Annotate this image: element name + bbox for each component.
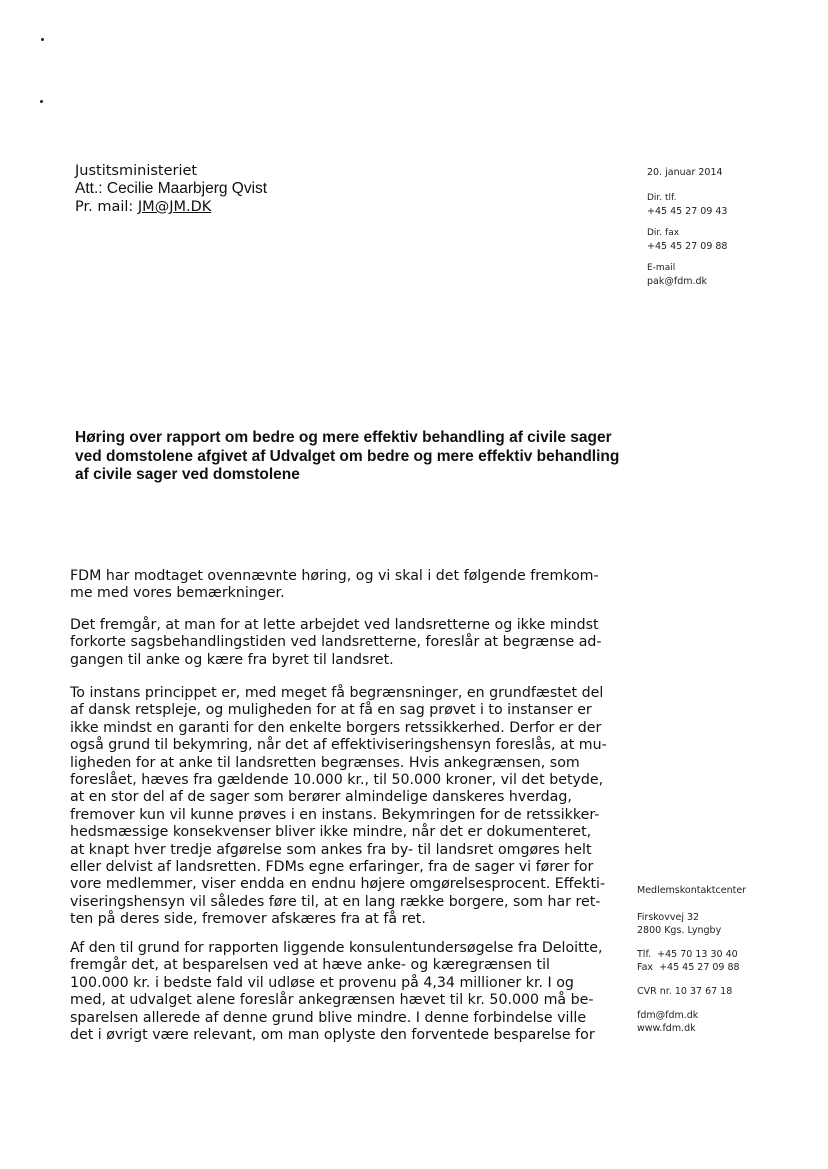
body-line: hedsmæssige konsekvenser bliver ikke mindre, når det er dokumenteret, xyxy=(70,824,592,841)
direct-fax-label: Dir. fax xyxy=(647,228,680,238)
body-line: sparelsen allerede af denne grund blive mindre. I denne forbindelse ville xyxy=(70,1009,587,1026)
footer-fax-row xyxy=(637,961,746,974)
footer-address-street: Firskovvej 32 xyxy=(637,912,700,923)
paragraph-1 xyxy=(70,568,600,603)
footer-phone-label: Tlf. xyxy=(637,949,652,960)
body-line: det i øvrigt være relevant, om man oplyste den forventede besparelse for xyxy=(70,1027,595,1044)
recipient-block xyxy=(75,162,267,216)
footer-website[interactable]: www.fdm.dk xyxy=(637,1023,696,1034)
direct-fax: +45 45 27 09 88 xyxy=(647,241,728,252)
footer-phone-row xyxy=(637,948,746,961)
body-line: fremgår det, at besparelsen ved at hæve anke- og kæregrænsen til xyxy=(70,957,550,974)
footer-fax-label: Fax xyxy=(637,962,654,973)
recipient-org: Justitsministeriet xyxy=(75,163,198,179)
footer-phone: +45 70 13 30 40 xyxy=(657,949,738,960)
footer-fax: +45 45 27 09 88 xyxy=(659,962,740,973)
body-line: To instans princippet er, med meget få begrænsninger, en grundfæstet del xyxy=(70,685,604,701)
body-line: 100.000 kr. i bedste fald vil udløse et provenu på 4,34 millioner kr. I og xyxy=(70,974,574,991)
body-line: med, at udvalget alene foreslår ankegrænsen hævet til kr. 50.000 må be- xyxy=(70,992,594,1009)
body-line: forkorte sagsbehandlingstiden ved landsretterne, foreslår at begrænse ad- xyxy=(70,634,602,651)
body-line: at knapt hver tredje afgørelse som ankes fra by- til landsret omgøres helt xyxy=(70,841,592,858)
body-line: ligheden for at anke til landsretten begrænses. Hvis ankegrænsen, som xyxy=(70,754,580,771)
body-line: at en stor del af de sager som berører almindelige danskeres hverdag, xyxy=(70,789,572,806)
body-line: vore medlemmer, viser endda en endnu højere omgørelsesprocent. Effekti- xyxy=(70,876,606,893)
sender-info xyxy=(647,166,727,288)
direct-phone: +45 45 27 09 43 xyxy=(647,206,728,217)
body-line: Af den til grund for rapporten liggende konsulentundersøgelse fra Deloitte, xyxy=(70,940,603,956)
sender-email[interactable]: pak@fdm.dk xyxy=(647,276,708,287)
recipient-mail-row xyxy=(75,198,267,216)
recipient-mail-link[interactable]: JM@JM.DK xyxy=(137,199,212,215)
body-line: eller delvist af landsretten. FDMs egne erfaringer, fra de sager vi fører for xyxy=(70,859,594,876)
paragraph-2 xyxy=(70,617,600,669)
punch-mark-bottom xyxy=(40,100,43,103)
footer-address-city: 2800 Kgs. Lyngby xyxy=(637,925,722,936)
contact-footer xyxy=(637,884,746,1035)
body-line: Det fremgår, at man for at lette arbejdet ved landsretterne og ikke mindst xyxy=(70,617,599,633)
paragraph-3 xyxy=(70,685,607,929)
letter-heading: Høring over rapport om bedre og mere effektiv behandling af civile sager ved domstolene afgivet af Udvalget om bedre og mere effektiv behandling af civile sager ved domstolene xyxy=(75,429,620,483)
footer-cvr-row xyxy=(637,985,746,998)
body-line: me med vores bemærkninger. xyxy=(70,585,285,602)
body-line: ten på deres side, fremover afskæres fra at få ret. xyxy=(70,911,426,928)
footer-title: Medlemskontaktcenter xyxy=(637,885,747,896)
body-line: FDM har modtaget ovennævnte høring, og vi skal i det følgende fremkom- xyxy=(70,568,599,584)
body-line: foreslået, hæves fra gældende 10.000 kr., til 50.000 kroner, vil det betyde, xyxy=(70,772,604,789)
letter-date: 20. januar 2014 xyxy=(647,167,723,178)
body-line: ikke mindst en garanti for den enkelte borgers retssikkerhed. Derfor er der xyxy=(70,719,602,736)
body-line: af dansk retspleje, og muligheden for at få en sag prøvet i to instanser er xyxy=(70,702,592,719)
direct-phone-label: Dir. tlf. xyxy=(647,193,677,203)
body-line: gangen til anke og kære fra byret til landsret. xyxy=(70,651,394,668)
paragraph-4 xyxy=(70,940,603,1044)
footer-email[interactable]: fdm@fdm.dk xyxy=(637,1010,699,1021)
recipient-attention: Att.: Cecilie Maarbjerg Qvist xyxy=(75,180,268,197)
body-line: viseringshensyn vil således føre til, at en lang række borgere, som har ret- xyxy=(70,893,601,910)
body-line: fremover kun vil kunne prøves i en instans. Bekymringen for de retssikker- xyxy=(70,806,600,823)
body-line: også grund til bekymring, når det af effektiviseringshensyn foreslås, at mu- xyxy=(70,737,607,754)
punch-mark-top xyxy=(41,38,44,41)
footer-cvr-label: CVR nr. xyxy=(637,986,672,997)
footer-cvr: 10 37 67 18 xyxy=(674,986,733,997)
email-label: E-mail xyxy=(647,263,676,273)
recipient-mail-label: Pr. mail: xyxy=(75,199,138,215)
